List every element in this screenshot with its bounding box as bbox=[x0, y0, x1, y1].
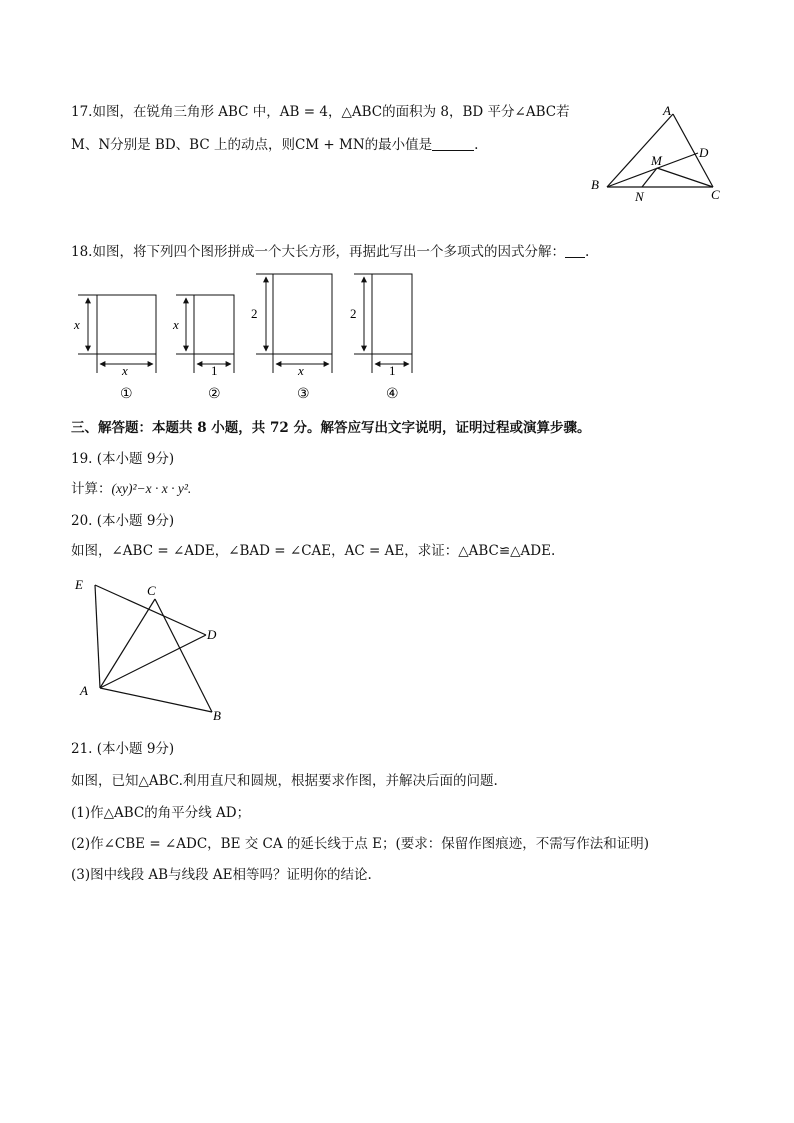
q17-label-a: A bbox=[663, 103, 671, 118]
q18-fig3-side-label: 2 bbox=[251, 306, 258, 321]
q20-label-a: A bbox=[80, 683, 88, 698]
q18-fig1-bottom-label: x bbox=[122, 363, 128, 378]
q18-figures bbox=[70, 268, 430, 408]
q18-fig3-bottom-label: x bbox=[298, 363, 304, 378]
q18-fig1-side-label: x bbox=[74, 317, 80, 332]
q20-label-d: D bbox=[207, 627, 217, 642]
q17-triangle-figure bbox=[585, 100, 725, 210]
q18-fig3-caption: ③ bbox=[297, 386, 310, 402]
q17-line2-text: M、N分别是 BD、BC 上的动点，则CM + MN的最小值是 bbox=[71, 137, 433, 153]
q18-fig2-side-label: x bbox=[173, 317, 179, 332]
q21-part-3: (3)图中线段 AB与线段 AE相等吗？证明你的结论. bbox=[71, 867, 372, 883]
q18-text bbox=[71, 243, 589, 261]
q21-heading: 21. (本小题 9分) bbox=[71, 741, 175, 757]
q18-fig2-caption: ② bbox=[208, 386, 221, 402]
q20-heading: 20. (本小题 9分) bbox=[71, 513, 175, 529]
q17-line2-end: . bbox=[474, 137, 479, 153]
q21-part-2: (2)作∠CBE = ∠ADC，BE 交 CA 的延长线于点 E；(要求：保留作图痕迹，不需写作法和证明) bbox=[71, 836, 650, 852]
q17-label-n: N bbox=[635, 189, 644, 204]
q17-line1: 17.如图，在锐角三角形 ABC 中，AB = 4，△ABC的面积为 8，BD 平分∠ABC若 bbox=[71, 104, 570, 120]
q18-figure-4 bbox=[354, 274, 412, 373]
q20-label-e: E bbox=[75, 577, 83, 592]
section-3-heading: 三、解答题：本题共 8 小题，共 72 分。解答应写出文字说明，证明过程或演算步骤。 bbox=[71, 420, 591, 436]
q19-text bbox=[71, 480, 191, 498]
q17-answer-blank bbox=[432, 136, 474, 151]
q19-expression: (xy)²−x · x · y². bbox=[111, 481, 192, 496]
q18-text-end: . bbox=[584, 244, 590, 260]
q21-part-1: (1)作△ABC的角平分线 AD； bbox=[71, 805, 251, 821]
q18-fig4-bottom-label: 1 bbox=[389, 363, 396, 378]
q17-label-d: D bbox=[699, 145, 709, 160]
q18-fig2-bottom-label: 1 bbox=[211, 363, 218, 378]
q18-figure-2 bbox=[176, 295, 234, 373]
q18-fig4-caption: ④ bbox=[386, 386, 399, 402]
q20-label-c: C bbox=[147, 583, 156, 598]
q21-intro: 如图，已知△ABC.利用直尺和圆规，根据要求作图，并解决后面的问题. bbox=[71, 773, 498, 789]
q18-fig4-side-label: 2 bbox=[350, 306, 357, 321]
q17-label-c: C bbox=[711, 187, 720, 202]
q19-text-prefix: 计算： bbox=[71, 481, 112, 497]
q17-label-m: M bbox=[651, 153, 662, 168]
q19-heading: 19. (本小题 9分) bbox=[71, 451, 175, 467]
q18-figure-3 bbox=[256, 274, 332, 373]
q17-label-b: B bbox=[591, 177, 599, 192]
q18-fig1-caption: ① bbox=[120, 386, 133, 402]
q20-figure bbox=[70, 575, 240, 725]
q18-figure-1 bbox=[78, 295, 156, 373]
q20-label-b: B bbox=[213, 708, 221, 723]
q18-text-main: 18.如图，将下列四个图形拼成一个大长方形，再据此写出一个多项式的因式分解： bbox=[71, 244, 565, 260]
q18-answer-blank bbox=[565, 243, 585, 258]
q20-text: 如图，∠ABC = ∠ADE，∠BAD = ∠CAE，AC = AE，求证：△ABC≌△ADE. bbox=[71, 543, 556, 559]
q17-line2 bbox=[71, 136, 478, 154]
